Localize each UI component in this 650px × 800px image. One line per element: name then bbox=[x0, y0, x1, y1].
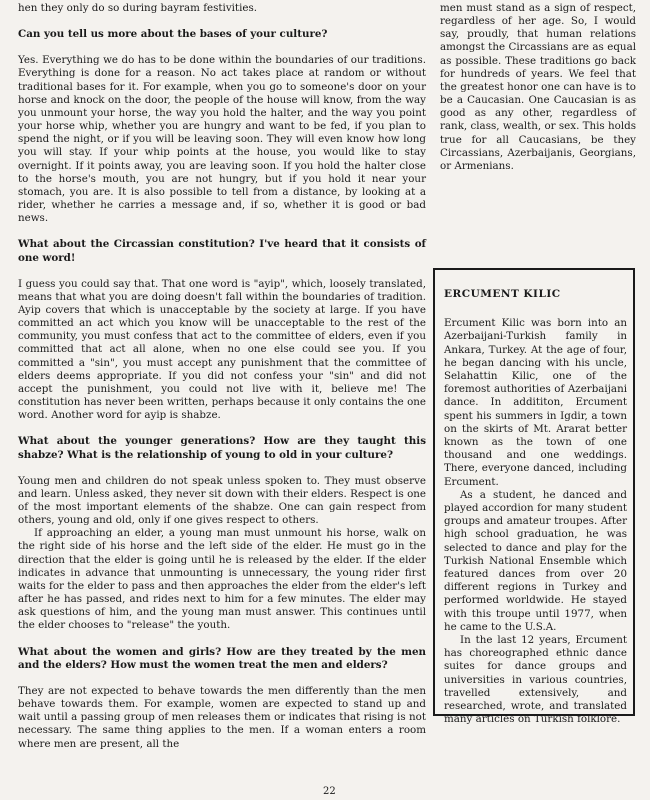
page-number: 22 bbox=[323, 786, 336, 797]
question-heading: What about the women and girls? How are they treated by the men and the elders? How must the women treat the men and elders? bbox=[18, 645, 426, 671]
sidebar-paragraph: In the last 12 years, Ercument has choreographed ethnic dance suites for dance groups and universities in various countries, travelled extensively, and researched, wrote, and translated many articles on Turkish folklore. bbox=[444, 634, 627, 726]
question-heading: What about the Circassian constitution? I've heard that it consists of one word! bbox=[18, 238, 426, 264]
answer-paragraph: hen they only do so during bayram festivities. bbox=[18, 2, 258, 14]
right-column bbox=[440, 2, 636, 173]
bio-sidebar-box bbox=[433, 268, 635, 726]
question-heading: Can you tell us more about the bases of your culture? bbox=[18, 28, 328, 41]
sidebar-paragraph: Ercument Kilic was born into an Azerbaijani-Turkish family in Ankara, Turkey. At the age of four, he began dancing with his uncle, Selahattin Kilic, one of the foremost authorities of Azerbaijani dance. In addititon, Ercument spent his summers in Igdir, a town on the skirts of Mt. Ararat better known as the town of one thousand and one weddings. There, everyone danced, including Ercument. bbox=[444, 317, 627, 488]
answer-paragraph: I guess you could say that. That one word is "ayip", which, loosely translated, means that what you are doing doesn't fall within the boundaries of tradition. Ayip covers that which is unacceptable by the society at large. If you have committed an act which you know will be unacceptable to the rest of the community, you must confess that act to the committee of elders, even if you committed that act all alone, when no one else could see you. If you committed a "sin", you must accept any punishment that the committee of elders deems appropriate. If you did not confess your "sin" and did not accept the punishment, you could not live with it, believe me! The constitution has never been written, perhaps because it only contains the one word. Another word for ayip is shabze. bbox=[18, 277, 426, 422]
answer-paragraph: Young men and children do not speak unless spoken to. They must observe and learn. Unless asked, they never sit down with their elders. Respect is one of the most important elements of the shabze. One can gain respect from others, young and old, only if one gives respect to others. bbox=[18, 474, 426, 527]
question-heading: What about the younger generations? How are they taught this shabze? What is the relationship of young to old in your culture? bbox=[18, 435, 426, 461]
sidebar-paragraph: As a student, he danced and played accordion for many student groups and amateur troupes. After high school graduation, he was selected to dance and play for the Turkish National Ensemble which featured dances from over 20 different regions in Turkey and performed worldwide. He stayed with this troupe until 1977, when he came to the U.S.A. bbox=[444, 488, 627, 633]
left-column bbox=[18, 2, 426, 751]
answer-paragraph: They are not expected to behave towards the men differently than the men behave towards them. For example, women are expected to stand up and wait until a passing group of men releases them or indicates that rising is not necessary. The same thing applies to the men. If a woman enters a room where men are present, all the bbox=[18, 684, 426, 750]
answer-paragraph: Yes. Everything we do has to be done within the boundaries of our traditions. Everything is done for a reason. No act takes place at random or without traditional bases for it. For example, when you go to someone's door on your horse and knock on the door, the people of the house will know, from the way you unmount your horse, the way you hold the halter, and the way you point your horse whip, whether you are hungry and want to be fed, if you plan to spend the night, or if you will be leaving soon. They will even know how long you will stay. If your whip points at the house, you would like to stay overnight. If it points away, you are leaving soon. If you hold the halter close to the horse's mouth, you are not hungry, but if you hold it near your stomach, you are. It is also possible to tell from a distance, by looking at a rider, whether he carries a message and, if so, whether it is good or bad news. bbox=[18, 54, 426, 225]
answer-paragraph: If approaching an elder, a young man must unmount his horse, walk on the right side of his horse and the left side of the elder. He must go in the direction that the elder is going until he is released by the elder. If the elder indicates in advance that unmounting is unnecessary, the young rider first waits for the elder to pass and then approaches the elder from the elder's left after he has passed, and rides next to him for a few minutes. The elder may ask questions of him, and the young man must answer. This continues until the elder chooses to "release" the youth. bbox=[18, 527, 426, 632]
continued-paragraph: men must stand as a sign of respect, regardless of her age. So, I would say, proudly, that human relations amongst the Circassians are as equal as possible. These traditions go back for hundreds of years. We feel that the greatest honor one can have is to be a Caucasian. One Caucasian is as good as any other, regardless of rank, class, wealth, or sex. This holds true for all Caucasians, be they Circassians, Azerbaijanis, Georgians, or Armenians. bbox=[440, 2, 636, 172]
sidebar-title: ERCUMENT KILIC bbox=[444, 288, 561, 300]
